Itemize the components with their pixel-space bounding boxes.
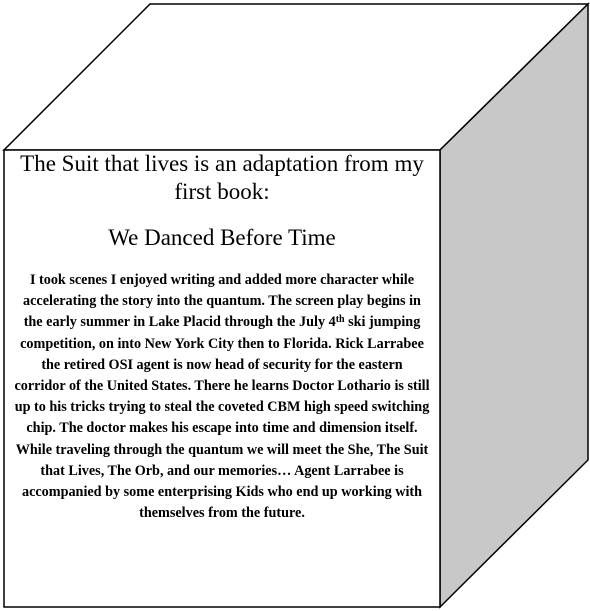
ordinal-suffix: th [335,314,345,326]
synopsis-part-2: ski jumping competition, on into New York City then to Florida. Rick Larrabee the retired OSI agent is now head of security for the eastern corridor of the United States. There he learns Doctor Lothario is still up to his tricks trying to steal the coveted CBM high speed switching chip. The doctor makes his escape into time and dimension itself. While traveling through the quantum we will meet the She, The Suit that Lives, The Orb, and our memories… Agent Larrabee is accompanied by some enterprising Kids who end up working with themselves from the future. [14,314,430,522]
synopsis-part-1: I took scenes I enjoyed writing and added more character while accelerating the story into the quantum. The screen play begins in the early summer in Lake Placid through the July 4 [23,272,421,331]
book-title: We Danced Before Time [108,225,336,250]
front-face-text [6,150,438,605]
heading: The Suit that lives is an adaptation from my first book: [20,151,424,204]
synopsis-paragraph [14,270,430,524]
